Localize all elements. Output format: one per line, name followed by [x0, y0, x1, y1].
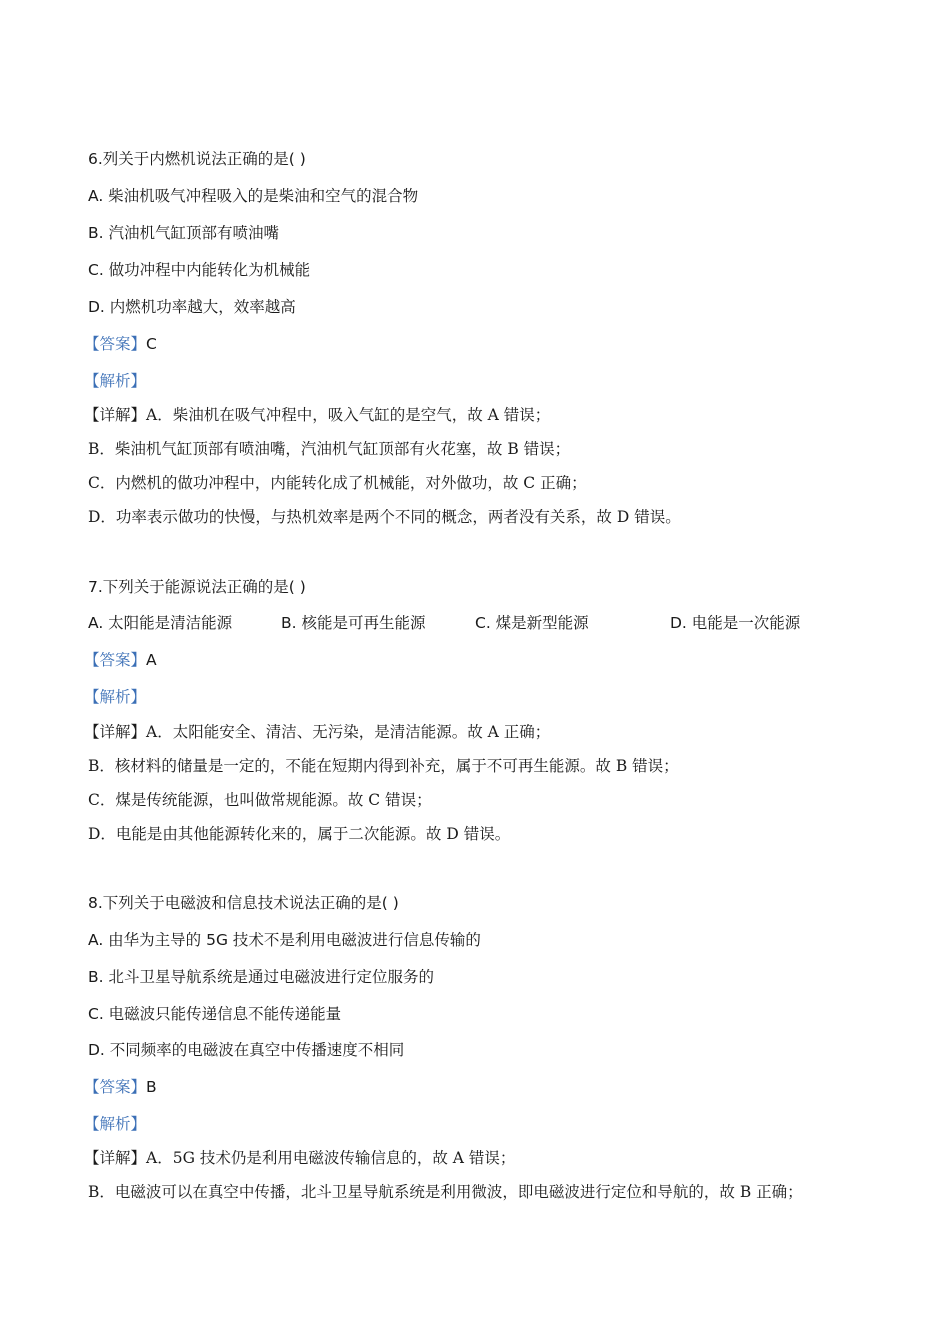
detail-text: A．5G 技术仍是利用电磁波传输信息的，故 A 错误； [146, 1149, 516, 1167]
answer-value: C [146, 335, 157, 353]
question-8-detail-0 [84, 1147, 515, 1169]
question-6-detail-2: C．内燃机的做功冲程中，内能转化成了机械能，对外做功，故 C 正确； [88, 474, 587, 492]
answer-tag: 【答案】 [84, 335, 147, 353]
detail-tag: 【详解】 [84, 406, 147, 424]
answer-value: B [146, 1078, 157, 1096]
question-7-option-d: D. 电能是一次能源 [670, 614, 801, 632]
question-8-option-a: A. 由华为主导的 5G 技术不是利用电磁波进行信息传输的 [88, 931, 481, 949]
question-7-analysis-tag: 【解析】 [84, 688, 147, 706]
question-7-options [88, 612, 848, 634]
question-6-analysis-tag: 【解析】 [84, 372, 147, 390]
detail-tag: 【详解】 [84, 723, 147, 741]
question-8-analysis-tag: 【解析】 [84, 1115, 147, 1133]
question-6-option-c: C. 做功冲程中内能转化为机械能 [88, 261, 311, 279]
question-6-detail-1: B．柴油机气缸顶部有喷油嘴，汽油机气缸顶部有火花塞，故 B 错误； [88, 440, 571, 458]
question-6-option-b: B. 汽油机气缸顶部有喷油嘴 [88, 224, 279, 242]
question-7-detail-1: B．核材料的储量是一定的，不能在短期内得到补充，属于不可再生能源。故 B 错误； [88, 757, 679, 775]
question-7-answer [84, 649, 157, 671]
question-6-option-a: A. 柴油机吸气冲程吸入的是柴油和空气的混合物 [88, 187, 419, 205]
question-6-answer [84, 333, 157, 355]
question-6-option-d: D. 内燃机功率越大，效率越高 [88, 298, 296, 316]
answer-tag: 【答案】 [84, 1078, 147, 1096]
question-7-detail-3: D．电能是由其他能源转化来的，属于二次能源。故 D 错误。 [88, 825, 511, 843]
question-8-option-d: D. 不同频率的电磁波在真空中传播速度不相同 [88, 1041, 405, 1059]
question-8-option-c: C. 电磁波只能传递信息不能传递能量 [88, 1005, 342, 1023]
question-8-stem: 8.下列关于电磁波和信息技术说法正确的是( ) [88, 894, 399, 912]
question-8-answer [84, 1076, 157, 1098]
answer-value: A [146, 651, 157, 669]
question-7-detail-2: C．煤是传统能源，也叫做常规能源。故 C 错误； [88, 791, 432, 809]
detail-text: A．柴油机在吸气冲程中，吸入气缸的是空气，故 A 错误； [146, 406, 551, 424]
question-6-detail-3: D．功率表示做功的快慢，与热机效率是两个不同的概念，两者没有关系，故 D 错误。 [88, 508, 681, 526]
detail-tag: 【详解】 [84, 1149, 147, 1167]
detail-text: A．太阳能安全、清洁、无污染，是清洁能源。故 A 正确； [146, 723, 551, 741]
question-8-option-b: B. 北斗卫星导航系统是通过电磁波进行定位服务的 [88, 968, 434, 986]
question-7-option-c: C. 煤是新型能源 [475, 614, 589, 632]
question-7-option-b: B. 核能是可再生能源 [281, 614, 426, 632]
question-7-stem: 7.下列关于能源说法正确的是( ) [88, 578, 306, 596]
question-6-detail-0 [84, 404, 550, 426]
answer-tag: 【答案】 [84, 651, 147, 669]
question-7-option-a: A. 太阳能是清洁能源 [88, 614, 233, 632]
question-6-stem: 6.列关于内燃机说法正确的是( ) [88, 150, 306, 168]
question-7-detail-0 [84, 721, 550, 743]
question-8-detail-1: B．电磁波可以在真空中传播，北斗卫星导航系统是利用微波，即电磁波进行定位和导航的，故 B 正确； [88, 1183, 803, 1201]
